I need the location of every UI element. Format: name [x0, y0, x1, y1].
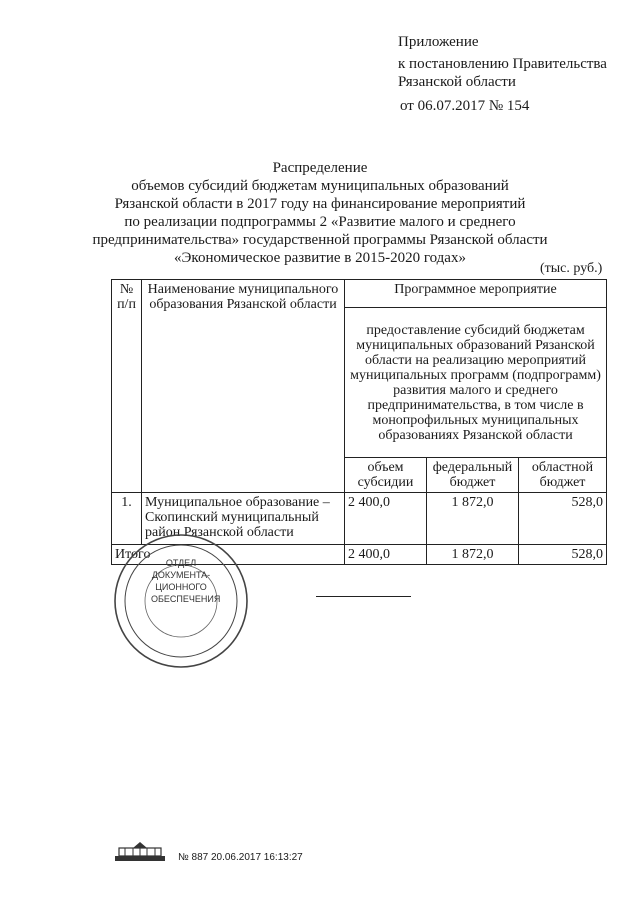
subsidy-table [111, 279, 607, 565]
row-federal: 1 872,0 [427, 493, 519, 545]
total-federal: 1 872,0 [427, 545, 519, 565]
total-regional: 528,0 [519, 545, 607, 565]
units-label: (тыс. руб.) [540, 261, 603, 276]
doc-title-line: Рязанской области в 2017 году на финансирование мероприятий [114, 196, 526, 212]
doc-title-line: «Экономическое развитие в 2015-2020 годах» [174, 250, 466, 266]
building-logo-icon [113, 840, 167, 862]
col-header-num: № п/п [112, 280, 142, 493]
col-header-program: Программное мероприятие [345, 280, 607, 308]
col-header-total: объем субсидии [345, 458, 427, 493]
row-total: 2 400,0 [345, 493, 427, 545]
col-header-name: Наименование муниципального образования Рязанской области [142, 280, 345, 493]
col-header-regional: областной бюджет [519, 458, 607, 493]
resolution-ref: к постановлению Правительства [398, 56, 607, 72]
row-name: Муниципальное образование – Скопинский муниципальный район Рязанской области [142, 493, 345, 545]
row-num: 1. [112, 493, 142, 545]
resolution-date: от 06.07.2017 № 154 [400, 98, 530, 114]
doc-title-line: объемов субсидий бюджетам муниципальных образований [131, 178, 509, 194]
registration-stamp: № 887 20.06.2017 16:13:27 [178, 852, 303, 863]
doc-title: Распределение [272, 160, 368, 176]
stamp-inscription: ОТДЕЛ ДОКУМЕНТА- ЦИОННОГО ОБЕСПЕЧЕНИЯ [151, 558, 221, 604]
closing-line [316, 596, 411, 597]
appendix-label: Приложение [398, 34, 479, 50]
doc-title-line: по реализации подпрограммы 2 «Развитие малого и среднего [124, 214, 516, 230]
region-name: Рязанской области [398, 74, 516, 90]
row-regional: 528,0 [519, 493, 607, 545]
doc-title-line: предпринимательства» государственной программы Рязанской области [92, 232, 548, 248]
total-label: Итого [112, 545, 345, 565]
total-total: 2 400,0 [345, 545, 427, 565]
program-description: предоставление субсидий бюджетам муниципальных образований Рязанской области на реализацию мероприятий муниципальных программ (подпрограмм) развития малого и среднего предпринимательства, в том числе в монопрофильных муниципальных образованиях Рязанской области [345, 308, 607, 458]
col-header-federal: федеральный бюджет [427, 458, 519, 493]
